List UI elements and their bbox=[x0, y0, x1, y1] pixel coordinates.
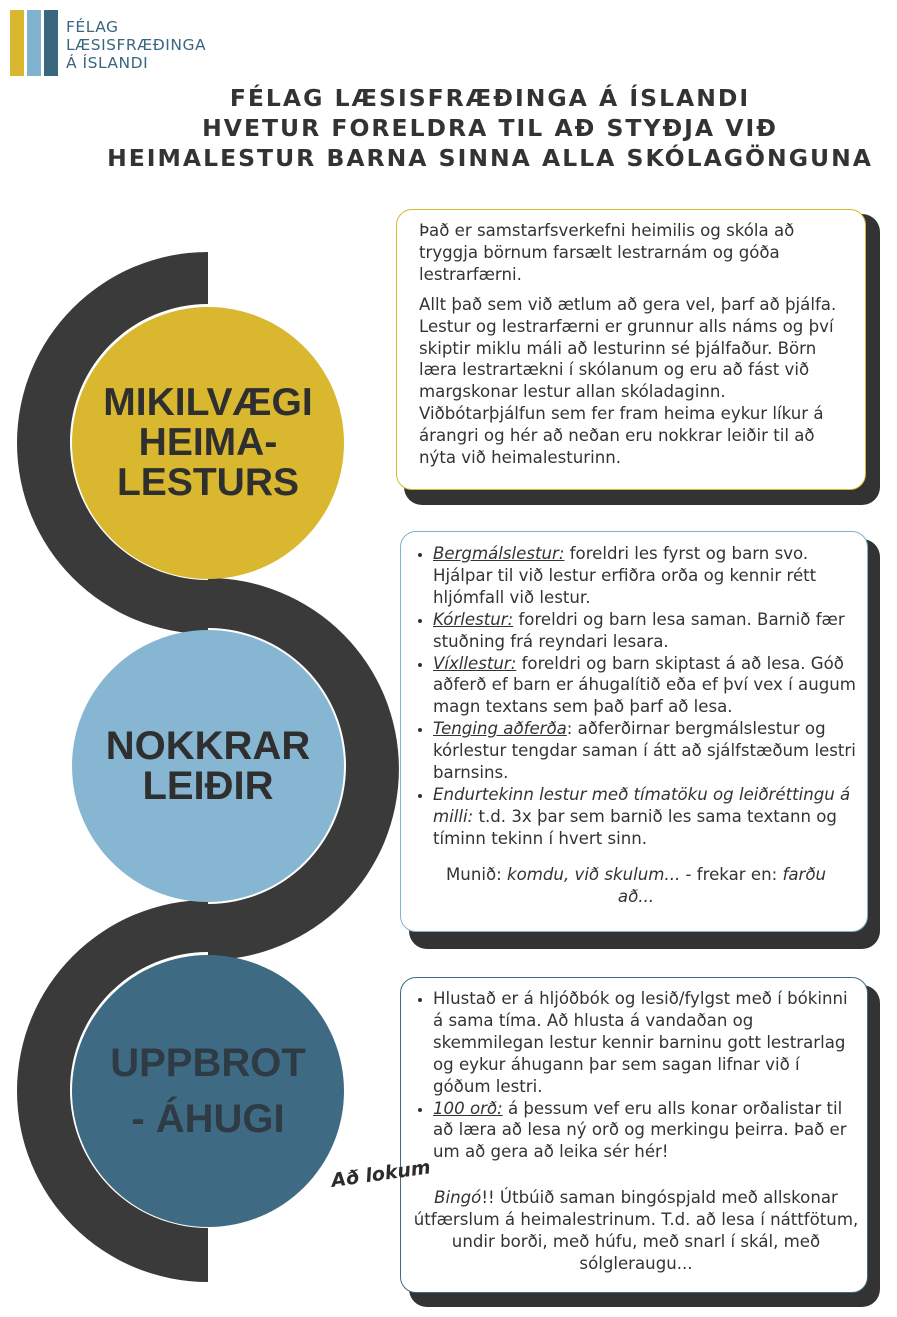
circle-variety bbox=[72, 955, 344, 1227]
variety-text: Hlustað er á hljóðbók og lesið/fylgst með í bókinni á sama tíma. Að hlusta á vandaðan og skemmilegan lestur kennir barninu gott lestrarlag og eykur áhugann þar sem sagan lifnar við í góðum lestri. bbox=[433, 989, 848, 1096]
bingo-text: !! Útbúið saman bingóspjald með allskonar útfærslum á heimalestrinum. T.d. að lesa í náttfötum, undir borði, með húfu, með snarl í skál, með sólgleraugu... bbox=[413, 1188, 859, 1273]
card1-paragraph-1: Það er samstarfsverkefni heimilis og skóla að tryggja börnum farsælt lestrarnám og góða lestrarfærni. bbox=[419, 221, 795, 284]
methods-list bbox=[413, 543, 859, 850]
circle1-line3: LESTURS bbox=[116, 461, 299, 504]
list-item bbox=[433, 653, 859, 719]
variety-list bbox=[413, 988, 859, 1163]
circle-methods bbox=[72, 630, 344, 902]
list-item bbox=[433, 718, 859, 784]
method-text: foreldri og barn lesa saman. Barnið fær stuðning frá reyndari lesara. bbox=[433, 609, 845, 651]
card-methods bbox=[400, 531, 868, 932]
bingo-paragraph bbox=[413, 1187, 859, 1275]
variety-text: á þessum vef eru alls konar orðalistar til að læra að lesa ný orð og merkingu þeirra. Það er um að gera að leika sér hér! bbox=[433, 1098, 847, 1162]
list-item bbox=[433, 609, 859, 653]
method-term: Bergmálslestur: bbox=[433, 544, 565, 563]
remember-note bbox=[443, 864, 829, 908]
method-term: Endurtekinn lestur með tímatöku og leiðréttingu á milli: bbox=[433, 784, 851, 826]
note-mid: - frekar en: bbox=[680, 864, 783, 884]
method-text: aðferðirnar bergmálslestur og kórlestur tengdar saman í átt að sjálfstæðum lestri barnsins. bbox=[433, 719, 856, 783]
card-variety bbox=[400, 977, 868, 1293]
circle3-line1: UPPBROT bbox=[110, 1041, 306, 1085]
card1-paragraph-2: Allt það sem við ætlum að gera vel, þarf að þjálfa. Lestur og lestrarfærni er grunnur alls náms og því skiptir miklu máli að lesturinn sé þjálfaður. Börn læra lestrartækni í skólanum og eru að fást við margskonar lestur allan skóladaginn. Viðbótarþjálfun sem fer fram heima eykur líkur á árangri og hér að neðan eru nokkrar leiðir til að nýta við heimalesturinn. bbox=[419, 294, 837, 468]
method-text: foreldri les fyrst og barn svo. Hjálpar til við lestur erfiðra orða og kennir rétt hljómfall við lestur. bbox=[433, 544, 817, 607]
method-sep: : bbox=[566, 719, 573, 739]
logo-line-3: Á ÍSLANDI bbox=[66, 54, 149, 72]
method-term: Kórlestur: bbox=[433, 609, 514, 629]
title-line-3: HEIMALESTUR BARNA SINNA ALLA SKÓLAGÖNGUNA bbox=[107, 144, 873, 172]
note-prefix: Munið: bbox=[445, 864, 507, 884]
circle3-line2: - ÁHUGI bbox=[131, 1097, 285, 1141]
method-text: t.d. 3x þar sem barnið les sama textann og tíminn tekinn í hvert sinn. bbox=[433, 806, 837, 848]
circle1-line1: MIKILVÆGI bbox=[103, 381, 313, 424]
list-item bbox=[433, 988, 859, 1098]
logo-line-1: FÉLAG bbox=[66, 18, 119, 36]
circle1-line2: HEIMA- bbox=[138, 421, 278, 464]
note-italic-2: farðu að... bbox=[617, 864, 826, 906]
list-item bbox=[433, 543, 859, 609]
ad-lokum-label: Að lokum bbox=[329, 1156, 432, 1192]
card-importance bbox=[396, 209, 866, 490]
method-term: Víxllestur: bbox=[433, 653, 517, 673]
circle2-line2: LEIÐIR bbox=[142, 764, 274, 808]
list-item bbox=[433, 1098, 859, 1164]
title-line-2: HVETUR FORELDRA TIL AÐ STYÐJA VIÐ bbox=[202, 114, 778, 142]
note-italic-1: komdu, við skulum... bbox=[506, 864, 681, 884]
logo-line-2: LÆSISFRÆÐINGA bbox=[66, 36, 207, 54]
circle-importance bbox=[72, 307, 344, 579]
title-line-1: FÉLAG LÆSISFRÆÐINGA Á ÍSLANDI bbox=[229, 84, 751, 112]
circle2-line1: NOKKRAR bbox=[105, 724, 311, 768]
bingo-term: Bingó bbox=[434, 1188, 482, 1208]
method-term: Tenging aðferða bbox=[433, 719, 567, 739]
method-text: foreldri og barn skiptast á að lesa. Góð aðferð ef barn er áhugalítið eða ef því vex í augum magn textans sem það þarf að lesa. bbox=[433, 653, 856, 717]
list-item bbox=[433, 784, 859, 850]
variety-term: 100 orð: bbox=[433, 1098, 503, 1118]
